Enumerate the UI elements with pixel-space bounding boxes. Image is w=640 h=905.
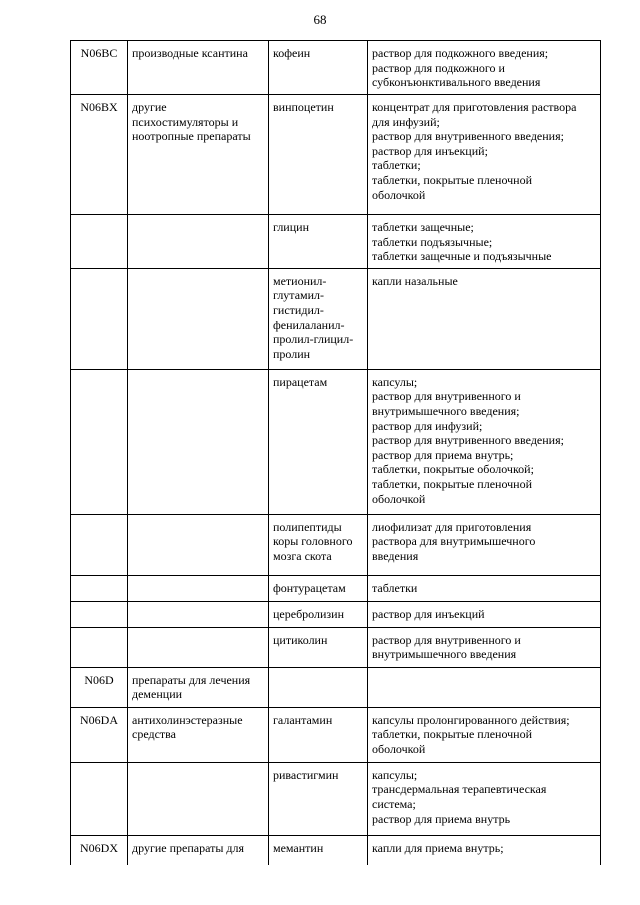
table-row (71, 514, 601, 575)
cell-text-line: фенилаланил- (273, 317, 345, 332)
group-name-cell (128, 514, 269, 575)
group-name-cell (128, 41, 269, 95)
cell-text-line: другие (132, 100, 167, 114)
cell-text-line: капсулы; (372, 374, 418, 389)
cell-text-line: оболочкой (372, 741, 426, 756)
cell-text-line: ривастигмин (273, 767, 339, 782)
drug-name-cell (269, 369, 368, 514)
dosage-forms-cell (368, 707, 601, 762)
table-row (71, 667, 601, 707)
cell-text-line: пролин (273, 346, 311, 361)
atc-code-cell (71, 601, 128, 627)
table-row (71, 369, 601, 514)
atc-code-cell (71, 514, 128, 575)
atc-code-cell (71, 835, 128, 865)
dosage-forms-cell (368, 667, 601, 707)
dosage-forms-cell (368, 835, 601, 865)
group-name-cell (128, 601, 269, 627)
cell-text-line: таблетки защечные и подъязычные (372, 249, 552, 264)
drug-name-cell (269, 627, 368, 667)
cell-text-line: фонтурацетам (273, 580, 346, 595)
dosage-forms-cell (368, 369, 601, 514)
cell-text-line: раствор для внутривенного и (372, 632, 521, 647)
cell-text-line: оболочкой (372, 187, 426, 202)
drug-name-cell (269, 667, 368, 707)
table-row (71, 575, 601, 601)
cell-text-line: капсулы; (372, 767, 418, 782)
cell-text-line: препараты для лечения (132, 672, 251, 687)
cell-text-line: раствор для внутривенного и (372, 389, 521, 404)
atc-code-cell (71, 95, 128, 215)
drug-name-cell (269, 575, 368, 601)
atc-code-cell (71, 707, 128, 762)
drug-name-cell (269, 762, 368, 835)
cell-text-line: таблетки (372, 580, 418, 595)
cell-text-line: капли для приема внутрь; (372, 840, 504, 855)
cell-text-line: другие препараты для (132, 840, 245, 855)
group-name-cell (128, 268, 269, 369)
drug-table (70, 40, 601, 865)
drug-name-cell (269, 268, 368, 369)
cell-text-line: раствор для приема внутрь; (372, 447, 514, 462)
cell-text-line: галантамин (273, 712, 333, 727)
cell-text-line: пирацетам (273, 374, 328, 389)
drug-name-cell (269, 215, 368, 269)
cell-text-line: раствор для внутривенного введения; (372, 129, 564, 144)
atc-code-cell (71, 215, 128, 269)
cell-text-line: кофеин (273, 46, 311, 60)
cell-text-line: мозга скота (273, 548, 332, 563)
group-name-cell (128, 575, 269, 601)
cell-text-line: таблетки подъязычные; (372, 234, 493, 249)
cell-text-line: психостимуляторы и (132, 114, 239, 129)
cell-text-line: пролил-глицил- (273, 332, 354, 347)
cell-text-line: антихолинэстеразные (132, 712, 243, 727)
table-row (71, 835, 601, 865)
cell-text-line: коры головного (273, 534, 353, 549)
cell-text-line: внутримышечного введения (372, 647, 517, 662)
cell-text-line: концентрат для приготовления раствора (372, 100, 577, 114)
cell-text-line: раствор для приема внутрь (372, 811, 511, 826)
cell-text: N06BC (80, 46, 118, 60)
cell-text-line: внутримышечного введения; (372, 403, 520, 418)
cell-text-line: мемантин (273, 840, 324, 855)
atc-code-cell (71, 762, 128, 835)
cell-text-line: трансдермальная терапевтическая (372, 782, 547, 797)
cell-text-line: раствор для внутривенного введения; (372, 433, 564, 448)
table-row (71, 268, 601, 369)
cell-text-line: средства (132, 727, 177, 742)
drug-name-cell (269, 41, 368, 95)
cell-text-line: раствор для инъекций (372, 606, 485, 621)
cell-text-line: таблетки защечные; (372, 220, 474, 234)
table-row (71, 215, 601, 269)
dosage-forms-cell (368, 514, 601, 575)
cell-text-line: таблетки, покрытые оболочкой; (372, 462, 534, 477)
cell-text-line: полипептиды (273, 519, 342, 534)
cell-text-line: глутамил- (273, 288, 325, 303)
cell-text: N06DA (80, 712, 118, 727)
group-name-cell (128, 667, 269, 707)
cell-text-line: глицин (273, 220, 309, 234)
group-name-cell (128, 707, 269, 762)
cell-text-line: метионил- (273, 273, 327, 288)
atc-code-cell (71, 667, 128, 707)
cell-text-line: таблетки; (372, 158, 421, 173)
cell-text-line: таблетки, покрытые пленочной (372, 727, 533, 742)
dosage-forms-cell (368, 575, 601, 601)
group-name-cell (128, 215, 269, 269)
cell-text-line: для инфузий; (372, 114, 440, 129)
drug-name-cell (269, 835, 368, 865)
dosage-forms-cell (368, 762, 601, 835)
cell-text-line: деменции (132, 687, 183, 702)
atc-code-cell (71, 627, 128, 667)
dosage-forms-cell (368, 601, 601, 627)
group-name-cell (128, 627, 269, 667)
group-name-cell (128, 835, 269, 865)
group-name-cell (128, 369, 269, 514)
group-name-cell (128, 762, 269, 835)
cell-text-line: раствор для инъекций; (372, 143, 488, 158)
cell-text-line: церебролизин (273, 606, 345, 621)
cell-text-line: гистидил- (273, 302, 324, 317)
cell-text-line: капсулы пролонгированного действия; (372, 712, 570, 727)
dosage-forms-cell (368, 95, 601, 215)
atc-code-cell (71, 369, 128, 514)
drug-table-body (71, 41, 601, 866)
cell-text-line: винпоцетин (273, 100, 334, 114)
drug-name-cell (269, 601, 368, 627)
cell-text: N06D (84, 672, 114, 687)
page-number: 68 (313, 12, 327, 27)
cell-text-line: система; (372, 796, 416, 811)
table-row (71, 762, 601, 835)
table-row (71, 707, 601, 762)
drug-name-cell (269, 514, 368, 575)
table-row (71, 627, 601, 667)
cell-text-line: таблетки, покрытые пленочной (372, 476, 533, 491)
dosage-forms-cell (368, 268, 601, 369)
cell-text-line: производные ксантина (132, 46, 248, 60)
table-row (71, 41, 601, 95)
cell-text-line: введения (372, 548, 419, 563)
table-row (71, 601, 601, 627)
cell-text-line: ноотропные препараты (132, 129, 251, 144)
dosage-forms-cell (368, 215, 601, 269)
group-name-cell (128, 95, 269, 215)
cell-text-line: раствора для внутримышечного (372, 534, 536, 549)
cell-text: N06BX (80, 100, 118, 114)
cell-text-line: лиофилизат для приготовления (372, 519, 532, 534)
cell-text-line: цитиколин (273, 632, 328, 647)
dosage-forms-cell (368, 627, 601, 667)
cell-text-line: раствор для подкожного и (372, 60, 505, 75)
table-row (71, 95, 601, 215)
cell-text-line: раствор для инфузий; (372, 418, 483, 433)
drug-name-cell (269, 707, 368, 762)
atc-code-cell (71, 41, 128, 95)
cell-text-line: раствор для подкожного введения; (372, 46, 549, 60)
atc-code-cell (71, 575, 128, 601)
cell-text-line: капли назальные (372, 273, 458, 288)
drug-name-cell (269, 95, 368, 215)
cell-text-line: субконъюнктивального введения (372, 75, 541, 90)
cell-text: N06DX (80, 840, 118, 855)
cell-text-line: оболочкой (372, 491, 426, 506)
cell-text-line: таблетки, покрытые пленочной (372, 172, 533, 187)
dosage-forms-cell (368, 41, 601, 95)
atc-code-cell (71, 268, 128, 369)
